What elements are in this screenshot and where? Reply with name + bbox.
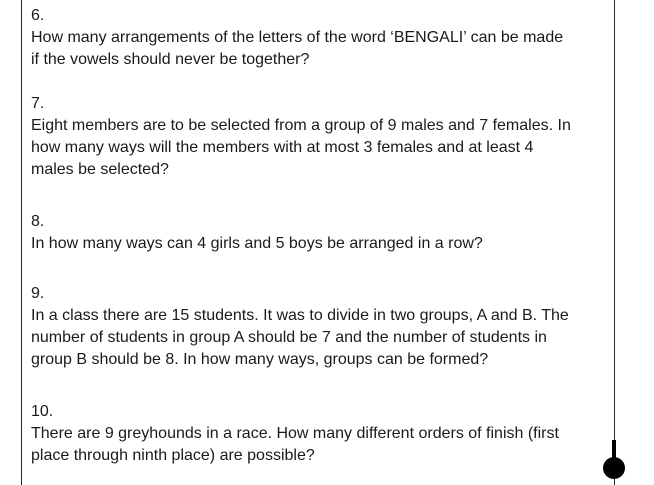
question-7 (31, 93, 571, 181)
question-text: How many arrangements of the letters of the word ‘BENGALI’ can be made if the vowels should never be together? (31, 29, 564, 68)
question-text: There are 9 greyhounds in a race. How many different orders of finish (first place through ninth place) are possible? (31, 425, 559, 464)
question-number: 9. (31, 285, 45, 302)
question-number: 8. (31, 213, 45, 230)
pull-handle-knob (603, 457, 625, 479)
question-8 (31, 211, 483, 255)
question-number: 6. (31, 7, 45, 24)
question-10 (31, 401, 559, 467)
question-number: 10. (31, 403, 54, 420)
question-9 (31, 283, 569, 371)
question-6 (31, 5, 563, 71)
question-text: In a class there are 15 students. It was to divide in two groups, A and B. The number of students in group A should be 7 and the number of students in group B should be 8. In how many ways, groups can be formed? (31, 307, 569, 368)
question-text: Eight members are to be selected from a group of 9 males and 7 females. In how many ways will the members with at most 3 females and at least 4 males be selected? (31, 117, 571, 178)
question-text: In how many ways can 4 girls and 5 boys be arranged in a row? (31, 235, 483, 252)
question-number: 7. (31, 95, 45, 112)
